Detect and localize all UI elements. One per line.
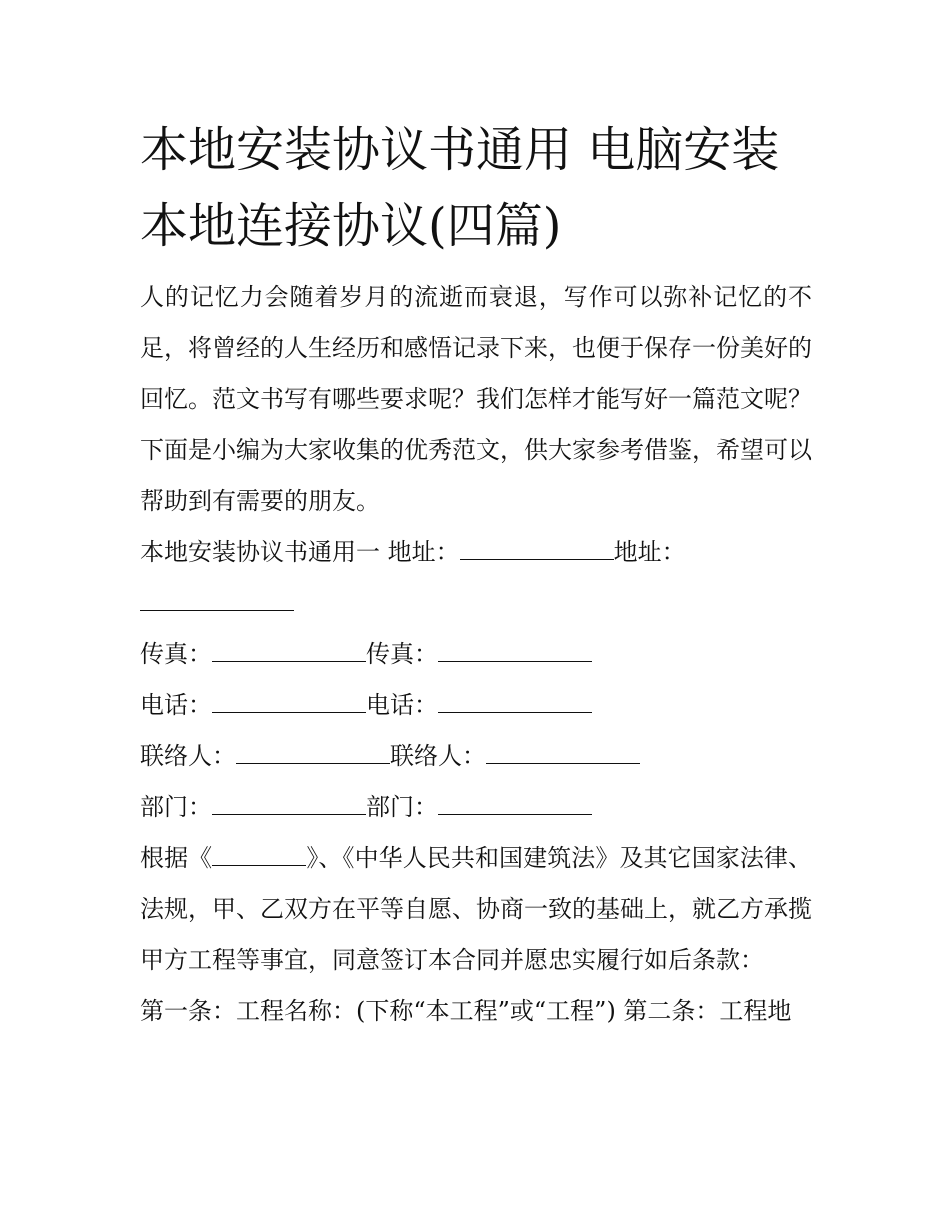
document-title: 本地安装协议书通用 电脑安装本地连接协议(四篇)	[140, 122, 780, 254]
phone-blank-party-b	[438, 690, 592, 713]
phone-label-party-b: 电话：	[366, 691, 438, 719]
department-blank-party-b	[438, 792, 592, 815]
fax-blank-party-b	[438, 639, 592, 662]
contact-blank-party-b	[486, 741, 640, 764]
phone-label-party-a: 电话：	[140, 691, 212, 719]
address-blank-party-b	[140, 588, 294, 611]
fax-label-party-a: 传真：	[140, 640, 212, 668]
fax-label-party-b: 传真：	[366, 640, 438, 668]
basis-suffix: 》、《中华人民共和国建筑法》及其它国家法律、法规，甲、乙双方在平等自愿、协商一致的基础上，就乙方承揽甲方工程等事宜，同意签订本合同并愿忠实履行如后条款：	[140, 844, 813, 974]
contact-blank-party-a	[236, 741, 390, 764]
basis-paragraph	[140, 833, 812, 986]
address-label-party-a: 地址：	[387, 538, 460, 566]
article-line: 第一条：工程名称：(下称“本工程”或“工程”) 第二条：工程地	[140, 997, 792, 1025]
department-row	[140, 782, 812, 833]
basis-prefix: 根据《	[140, 844, 213, 872]
section-heading: 本地安装协议书通用一	[140, 538, 380, 566]
department-blank-party-a	[212, 792, 366, 815]
fax-row	[140, 629, 812, 680]
address-label-party-b: 地址：	[613, 538, 686, 566]
contact-row	[140, 731, 812, 782]
department-label-party-a: 部门：	[140, 793, 212, 821]
address-blank-party-a	[460, 537, 614, 560]
law-name-blank	[212, 843, 306, 866]
phone-row	[140, 680, 812, 731]
contact-label-party-b: 联络人：	[390, 742, 486, 770]
intro-paragraph: 人的记忆力会随着岁月的流逝而衰退，写作可以弥补记忆的不足，将曾经的人生经历和感悟记录下来，也便于保存一份美好的回忆。范文书写有哪些要求呢？我们怎样才能写好一篇范文呢？下面是小编为大家收集的优秀范文，供大家参考借鉴，希望可以帮助到有需要的朋友。	[140, 283, 812, 515]
fax-blank-party-a	[212, 639, 366, 662]
department-label-party-b: 部门：	[366, 793, 438, 821]
address-row	[140, 527, 812, 629]
phone-blank-party-a	[212, 690, 366, 713]
document-page	[140, 112, 812, 1037]
contact-label-party-a: 联络人：	[140, 742, 236, 770]
